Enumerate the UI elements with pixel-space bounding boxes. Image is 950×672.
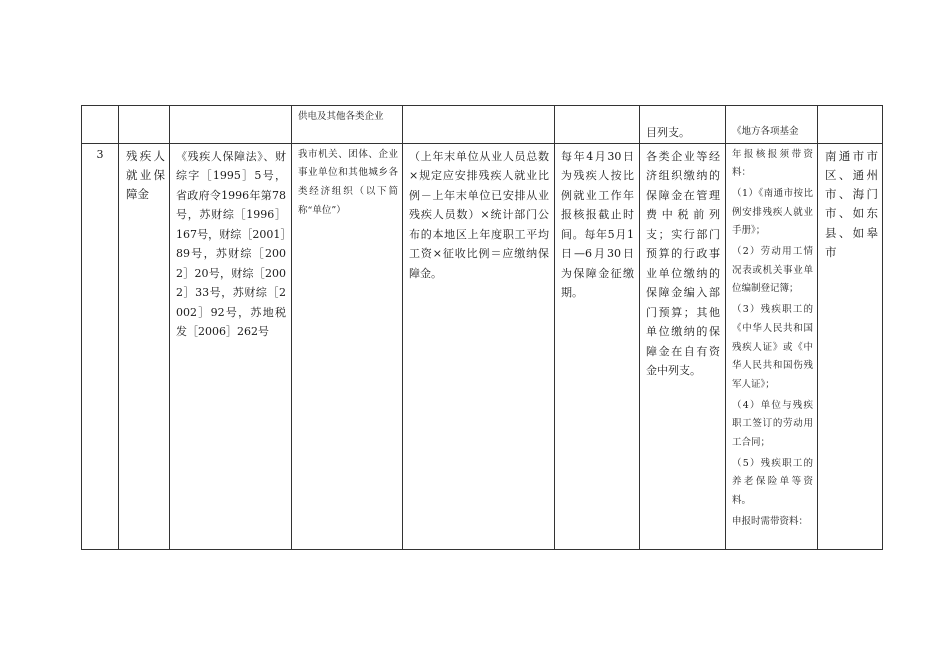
cell-no-empty: [82, 106, 119, 144]
materials-line: （2）劳动用工情况表或机关事业单位编制登记簿；: [732, 246, 813, 295]
cell-name: [119, 143, 170, 549]
cell-region: [818, 143, 883, 549]
cell-period: [555, 143, 640, 549]
fee-name: 残疾人就业保障金: [126, 148, 165, 202]
cell-no: [82, 143, 119, 549]
cell-scope-continued: [292, 106, 403, 144]
cell-standard: [403, 143, 555, 549]
scope-fragment-text: 供电及其他各类企业: [298, 111, 384, 122]
cell-standard-empty: [403, 106, 555, 144]
materials-line: （4）单位与残疾职工签订的劳动用工合同；: [732, 399, 813, 449]
cell-budget-continued: [640, 106, 726, 144]
legal-basis: 《残疾人保障法》、财综字［1995］5号，省政府令1996年第78号，苏财综［1996］167号，财综［2001］89号，苏财综［2002］20号，财综［2002］33号，苏财综［2002］92号，苏地税发［2006］262号: [176, 149, 286, 338]
applicable-region: 南通市市区、通州市、海门市、如东县、如皋市: [825, 148, 878, 259]
collection-scope: 我市机关、团体、企业事业单位和其他城乡各类经济组织（以下简称“单位”）: [298, 148, 398, 216]
materials-line: 申报时需带资料：: [732, 515, 809, 527]
table-row-continued: [82, 106, 883, 144]
cell-period-empty: [555, 106, 640, 144]
cell-basis: [170, 143, 292, 549]
materials-line: 年报核报须带资料：: [732, 148, 813, 179]
cell-scope: [292, 143, 403, 549]
item-number: 3: [96, 147, 104, 161]
budget-treatment: 各类企业等经济组织缴纳的保障金在管理费中税前列支；实行部门预算的行政事业单位缴纳的保障金编入部门预算；其他单位缴纳的保障金在自有资金中列支。: [646, 149, 720, 377]
collection-standard: （上年末单位从业人员总数×规定应安排残疾人就业比例－上年末单位已安排从业残疾人员数）×统计部门公布的本地区上年度职工平均工资×征收比例＝应缴纳保障金。: [409, 149, 549, 280]
cell-region-empty: [818, 106, 883, 144]
table-row: [82, 143, 883, 549]
budget-fragment-text: 目列支。: [646, 126, 690, 139]
cell-budget: [640, 143, 726, 549]
collection-period: 每年4月30日为残疾人按比例就业工作年报核报截止时间。每年5月1日—6月30日为保障金征缴期。: [561, 149, 634, 299]
materials-line: （5）残疾职工的养老保险单等资料。: [732, 457, 813, 507]
cell-basis-empty: [170, 106, 292, 144]
materials-fragment-text: 《地方各项基金: [732, 126, 799, 137]
materials-line: （1）《南通市按比例安排残疾人就业手册》；: [732, 187, 813, 237]
cell-materials: [726, 143, 818, 549]
materials-line: （3）残疾职工的《中华人民共和国残疾人证》或《中华人民共和国伤残军人证》；: [732, 304, 813, 390]
cell-materials-continued: [726, 106, 818, 144]
cell-name-empty: [119, 106, 170, 144]
fee-table: [81, 105, 883, 550]
